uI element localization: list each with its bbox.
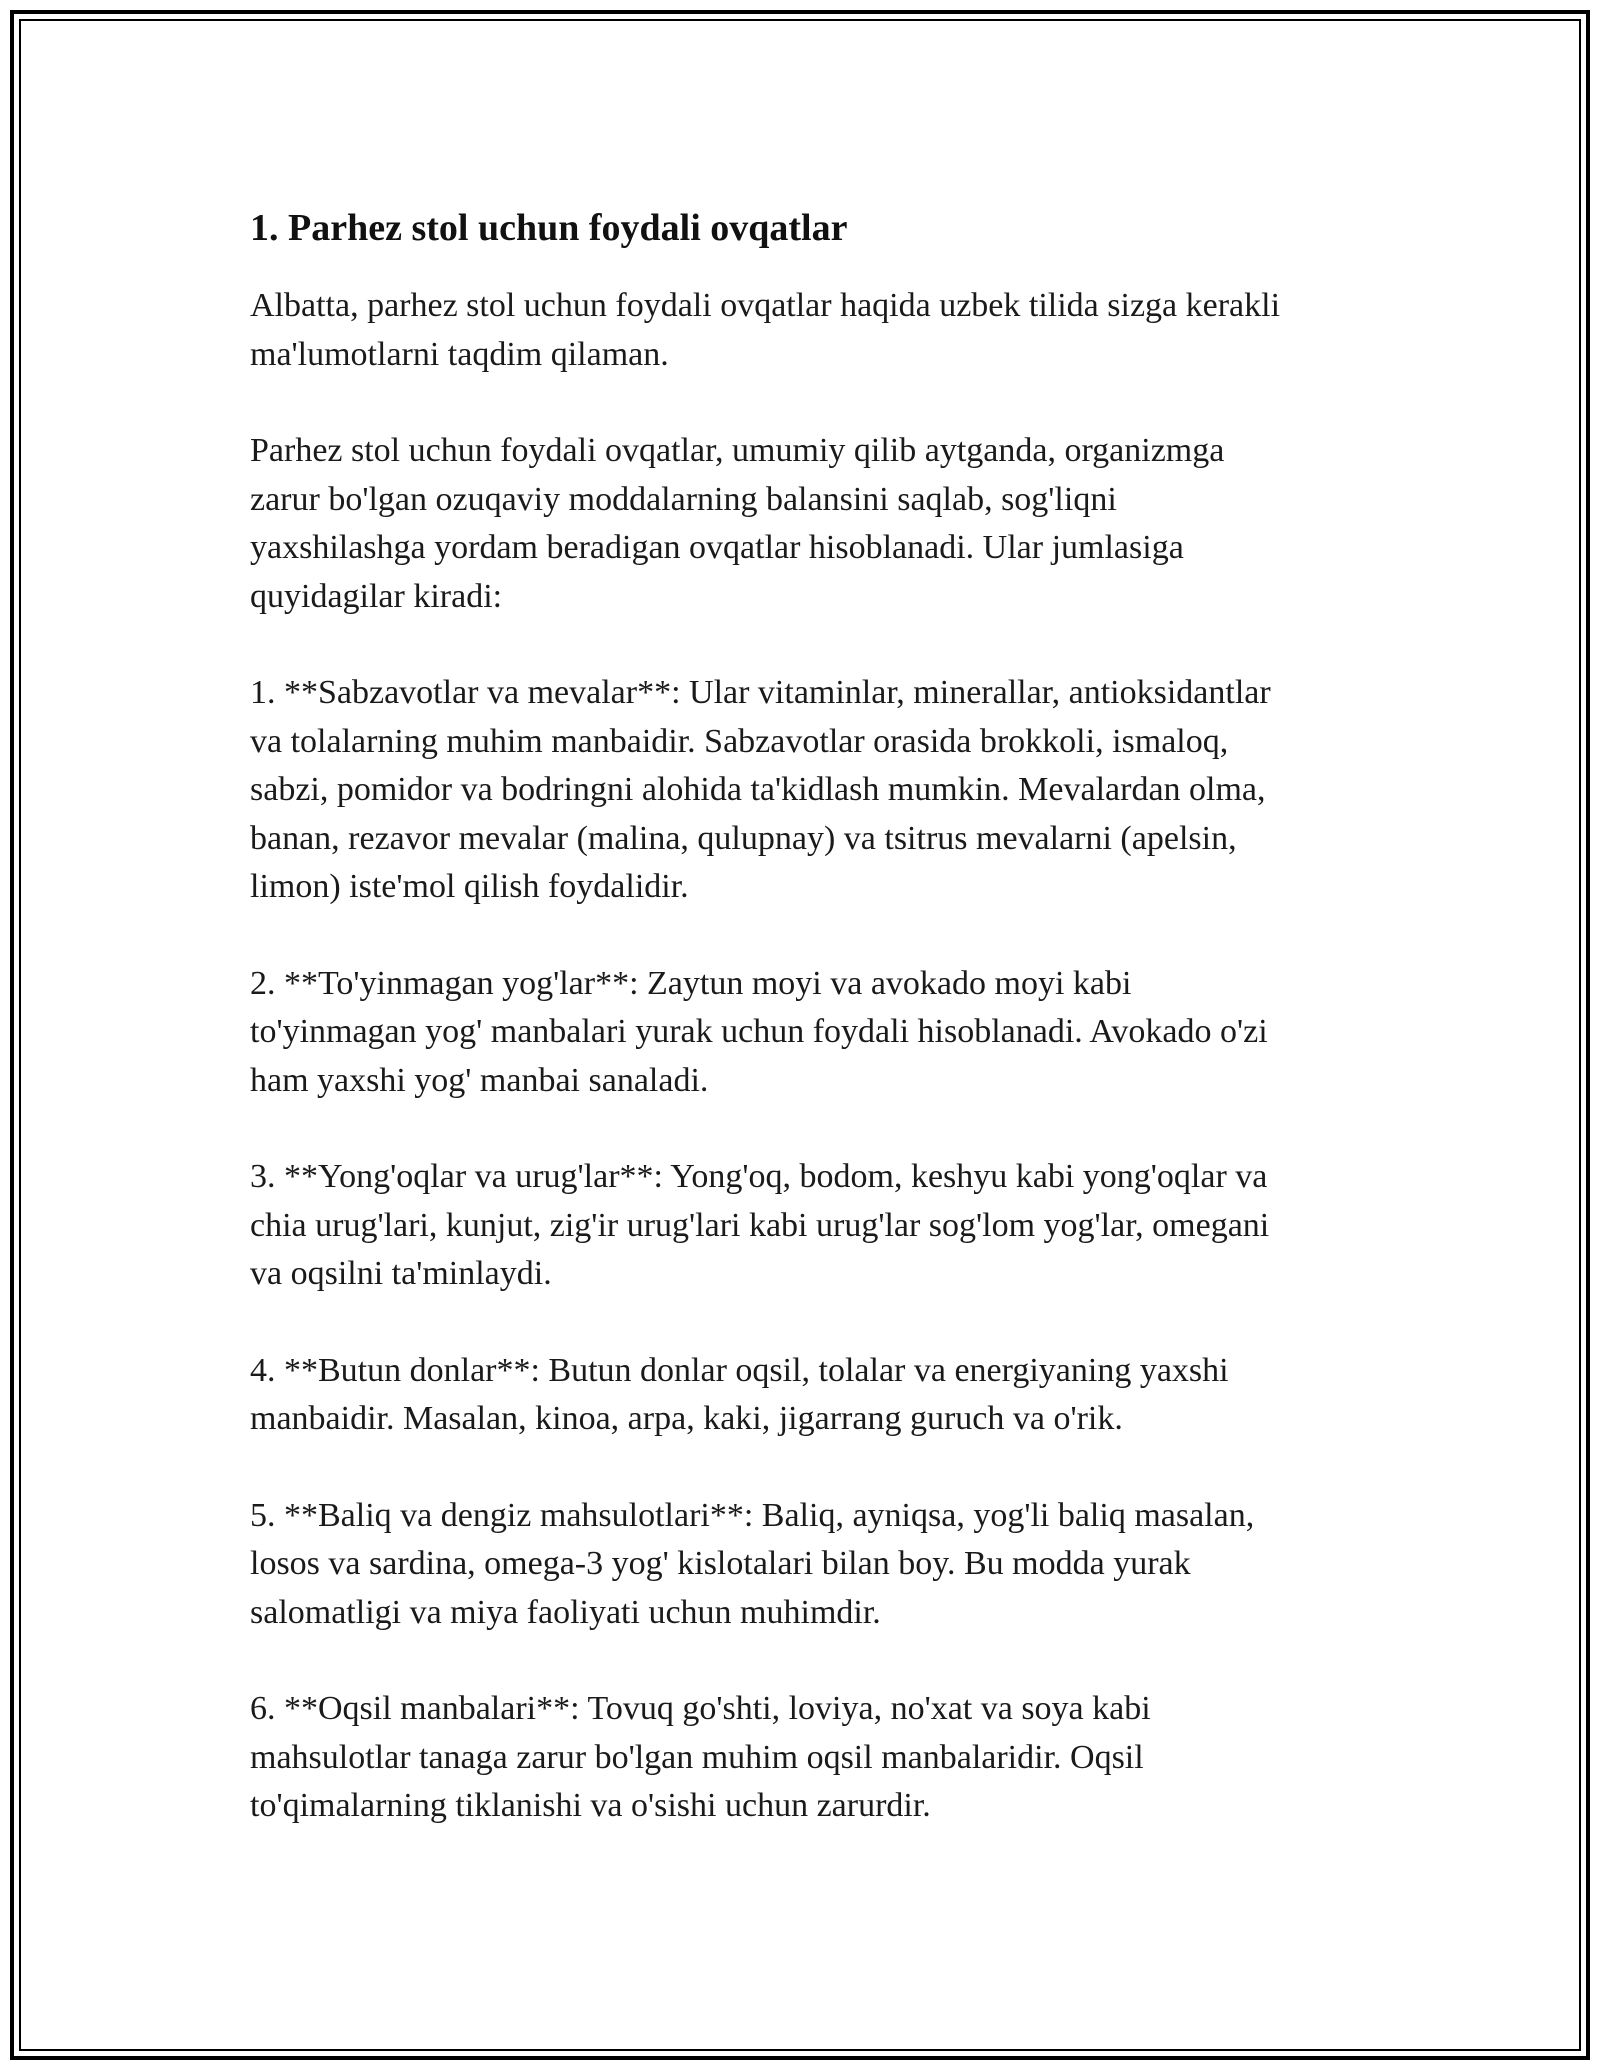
document-title: 1. Parhez stol uchun foydali ovqatlar [250,207,848,249]
list-item-protein-sources: 6. **Oqsil manbalari**: Tovuq go'shti, loviya, no'xat va soya kabi mahsulotlar tanaga zarur bo'lgan muhim oqsil manbalaridir. Oqsil to'qimalarning tiklanishi va o'sishi uchun zarurdir. [250,1690,1151,1824]
document-content [250,200,1380,1879]
overview-paragraph: Parhez stol uchun foydali ovqatlar, umumiy qilib aytganda, organizmga zarur bo'lgan ozuqaviy moddalarning balansini saqlab, sog'liqni yaxshilashga yordam beradigan ovqatlar hisoblanadi. Ular jumlasiga quyidagilar kiradi: [250,432,1225,615]
list-item-vegetables-fruits: 1. **Sabzavotlar va mevalar**: Ular vitaminlar, minerallar, antioksidantlar va tolalarning muhim manbaidir. Sabzavotlar orasida brokkoli, ismaloq, sabzi, pomidor va bodringni alohida ta'kidlash mumkin. Mevalardan olma, banan, rezavor mevalar (malina, qulupnay) va tsitrus mevalarni (apelsin, limon) iste'mol qilish foydalidir. [250,674,1271,905]
list-item-fish-seafood: 5. **Baliq va dengiz mahsulotlari**: Baliq, ayniqsa, yog'li baliq masalan, losos va sardina, omega-3 yog' kislotalari bilan boy. Bu modda yurak salomatligi va miya faoliyati uchun muhimdir. [250,1496,1255,1631]
list-item-unsaturated-fats: 2. **To'yinmagan yog'lar**: Zaytun moyi va avokado moyi kabi to'yinmagan yog' manbalari yurak uchun foydali hisoblanadi. Avokado o'zi ham yaxshi yog' manbai sanaladi. [250,964,1268,1099]
intro-paragraph: Albatta, parhez stol uchun foydali ovqatlar haqida uzbek tilida sizga kerakli ma'lumotlarni taqdim qilaman. [250,287,1281,373]
list-item-whole-grains: 4. **Butun donlar**: Butun donlar oqsil, tolalar va energiyaning yaxshi manbaidir. Masalan, kinoa, arpa, kaki, jigarrang guruch va o'rik. [250,1351,1229,1437]
list-item-nuts-seeds: 3. **Yong'oqlar va urug'lar**: Yong'oq, bodom, keshyu kabi yong'oqlar va chia urug'lari, kunjut, zig'ir urug'lari kabi urug'lar sog'lom yog'lar, omegani va oqsilni ta'minlaydi. [250,1158,1270,1292]
page-frame [10,10,1590,2060]
